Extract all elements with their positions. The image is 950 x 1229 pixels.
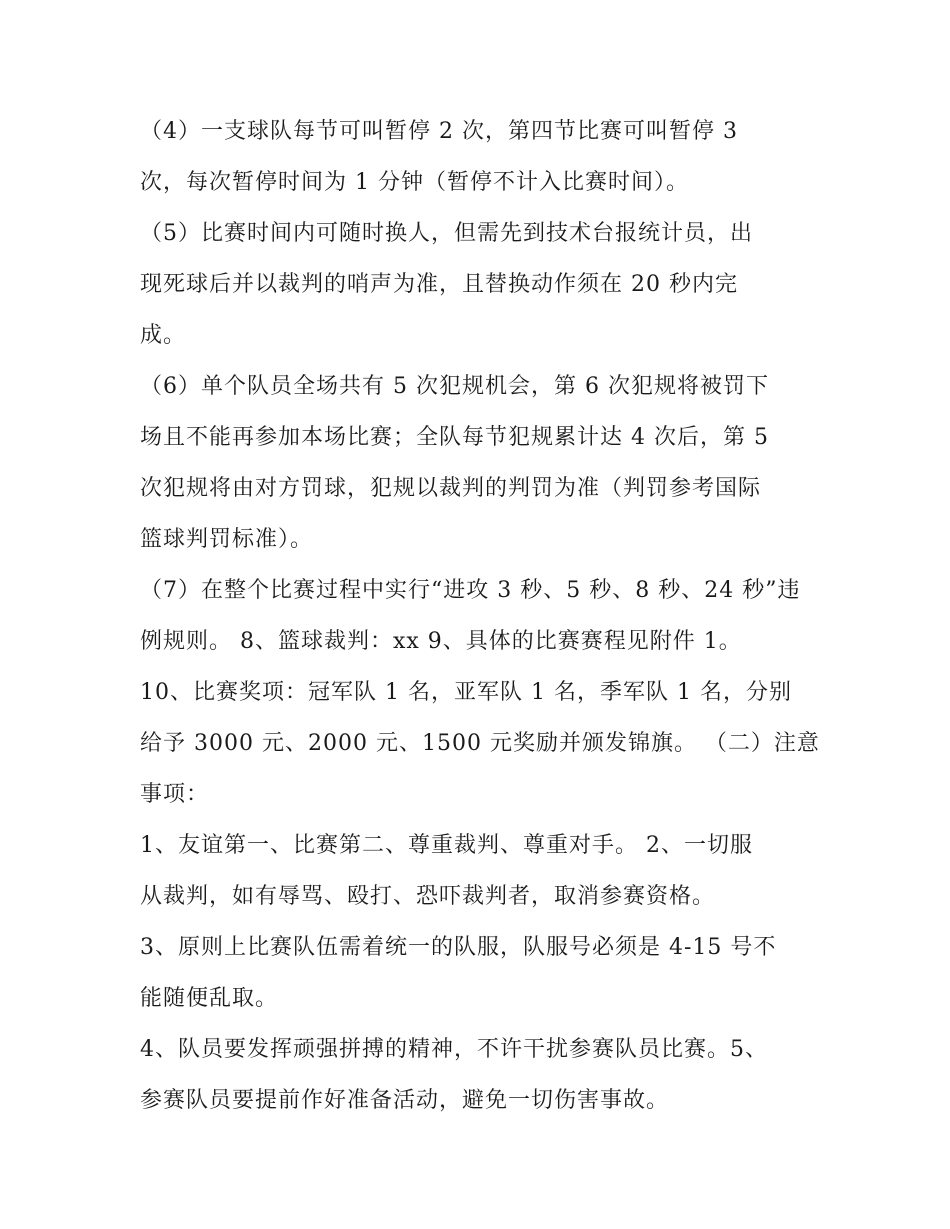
- text-line: 事项：: [140, 782, 210, 807]
- text-line: 4、队员要发挥顽强拼搏的精神，不许干扰参赛队员比赛。5、: [140, 1037, 768, 1062]
- text-line: 现死球后并以裁判的哨声为准，且替换动作须在 20 秒内完: [140, 272, 738, 297]
- text-line: （7）在整个比赛过程中实行“进攻 3 秒、5 秒、8 秒、24 秒”违: [140, 578, 801, 603]
- text-line: 参赛队员要提前作好准备活动，避免一切伤害事故。: [140, 1088, 670, 1113]
- text-line: 次犯规将由对方罚球，犯规以裁判的判罚为准（判罚参考国际: [140, 476, 762, 501]
- text-line: （6）单个队员全场共有 5 次犯规机会，第 6 次犯规将被罚下: [140, 374, 769, 399]
- text-line: 3、原则上比赛队伍需着统一的队服，队服号必须是 4-15 号不: [140, 935, 777, 960]
- text-line: 场且不能再参加本场比赛；全队每节犯规累计达 4 次后，第 5: [140, 425, 769, 450]
- text-line: 1、友谊第一、比赛第二、尊重裁判、尊重对手。 2、一切服: [140, 833, 753, 858]
- text-line: 给予 3000 元、2000 元、1500 元奖励并颁发锦旗。 （二）注意: [140, 731, 820, 756]
- text-line: 成。: [140, 323, 187, 348]
- text-line: 10、比赛奖项：冠军队 1 名，亚军队 1 名，季军队 1 名，分别: [140, 680, 792, 705]
- text-line: （4）一支球队每节可叫暂停 2 次，第四节比赛可叫暂停 3: [140, 119, 738, 144]
- text-line: 篮球判罚标准）。: [140, 527, 314, 552]
- document-body: [140, 106, 820, 1126]
- text-line: 次，每次暂停时间为 1 分钟（暂停不计入比赛时间）。: [140, 170, 689, 195]
- text-line: 从裁判，如有辱骂、殴打、恐吓裁判者，取消参赛资格。: [140, 884, 716, 909]
- text-line: （5）比赛时间内可随时换人，但需先到技术台报统计员，出: [140, 221, 753, 246]
- text-line: 能随便乱取。: [140, 986, 279, 1011]
- text-line: 例规则。 8、篮球裁判：xx 9、具体的比赛赛程见附件 1。: [140, 629, 742, 654]
